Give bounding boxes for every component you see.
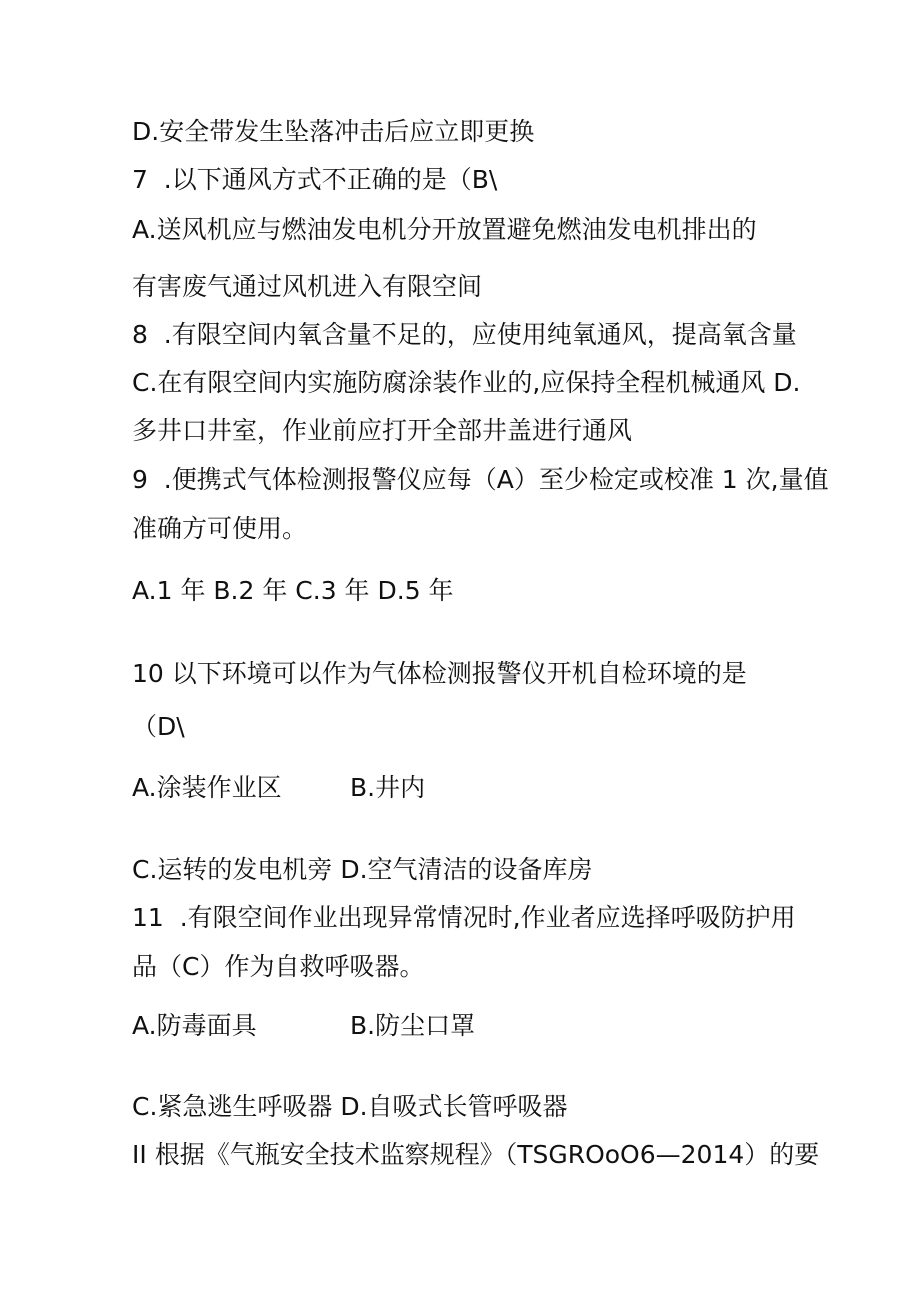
text-line-question-7: 7 .以下通风方式不正确的是（B\ [132, 165, 498, 194]
text-line-question-10: 10 以下环境可以作为气体检测报警仪开机自检环境的是 [132, 659, 747, 688]
text-line-option-a-11: A.防毒面具 [132, 1011, 257, 1040]
text-line-option-b-10: B.井内 [350, 773, 426, 802]
text-line-option-b-11: B.防尘口罩 [350, 1011, 476, 1040]
text-line-question-11-cont: 品（C）作为自救呼吸器。 [132, 952, 425, 981]
text-line-option-a-10: A.涂装作业区 [132, 773, 282, 802]
text-line-wells: 多井口井室，作业前应打开全部井盖进行通风 [132, 416, 633, 445]
text-line-question-9-cont: 准确方可使用。 [132, 514, 308, 543]
text-line-question-11: 11 .有限空间作业出现异常情况时,作业者应选择呼吸防护用 [132, 903, 796, 932]
text-line-question-9: 9 .便携式气体检测报警仪应每（A）至少检定或校准 1 次,量值 [132, 465, 829, 494]
text-line-options-cd-11: C.紧急逃生呼吸器 D.自吸式长管呼吸器 [132, 1092, 568, 1121]
text-line-question-12: II 根据《气瓶安全技术监察规程》（TSGROoO6—2014）的要 [132, 1140, 820, 1169]
text-line-answer-10: （D\ [132, 712, 185, 741]
text-line-continuation: 有害废气通过风机进入有限空间 [132, 272, 483, 301]
text-line-option-a-fan: A.送风机应与燃油发电机分开放置避免燃油发电机排出的 [132, 215, 757, 244]
text-line-options-years: A.1 年 B.2 年 C.3 年 D.5 年 [132, 576, 454, 605]
text-line-options-cd-10: C.运转的发电机旁 D.空气清洁的设备库房 [132, 855, 593, 884]
text-line-question-8: 8 .有限空间内氧含量不足的，应使用纯氧通风，提高氧含量 [132, 320, 797, 349]
text-line-option-d-harness: D.安全带发生坠落冲击后应立即更换 [132, 117, 535, 146]
text-line-option-c-coating: C.在有限空间内实施防腐涂装作业的,应保持全程机械通风 D. [132, 368, 801, 397]
